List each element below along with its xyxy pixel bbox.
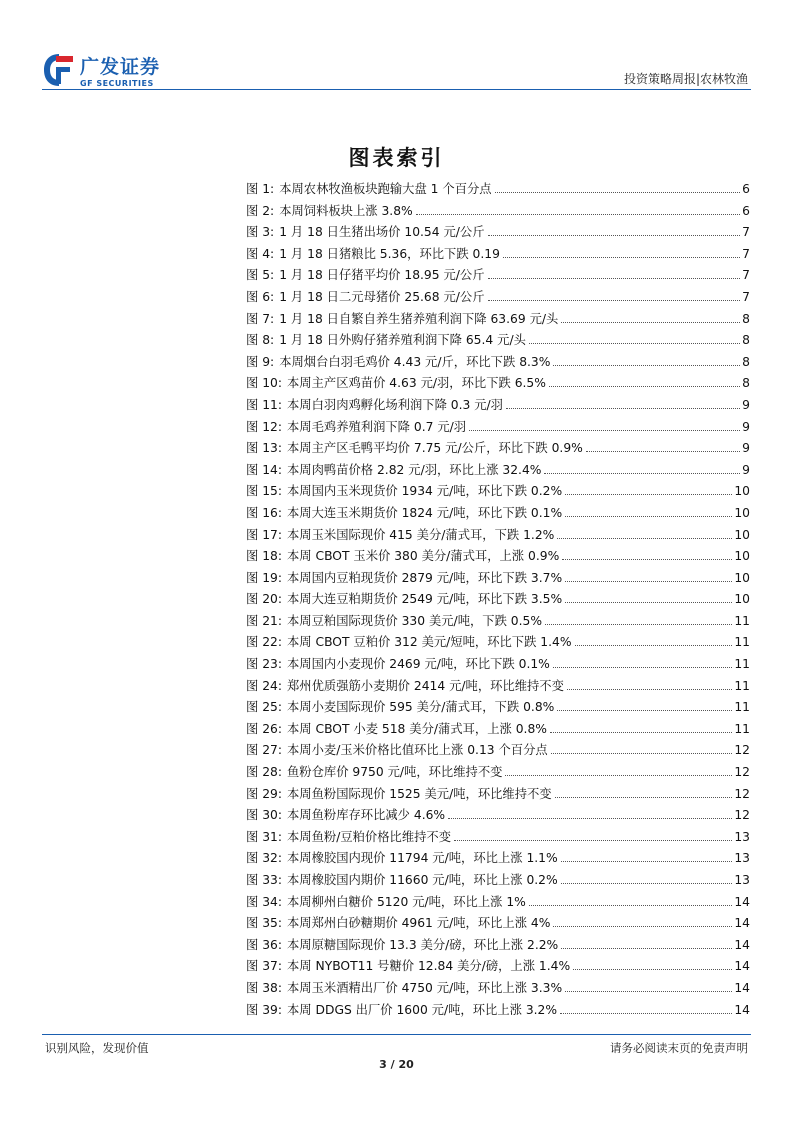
toc-entry-page: 11 (734, 700, 750, 715)
toc-entry-label: 图 28: (246, 765, 282, 780)
toc-entry[interactable] (246, 676, 750, 698)
figure-index-list (246, 179, 750, 1021)
gf-logo-icon (42, 50, 76, 90)
toc-leader-dots (575, 645, 733, 646)
toc-entry-label: 图 17: (246, 527, 282, 542)
toc-entry-page: 11 (734, 613, 750, 628)
toc-entry-label: 图 37: (246, 959, 282, 974)
toc-entry-page: 13 (734, 829, 750, 844)
toc-entry-page: 10 (734, 570, 750, 585)
toc-entry[interactable] (246, 438, 750, 460)
toc-entry-title: 本周白羽肉鸡孵化场利润下降 0.3 元/羽 (287, 397, 503, 412)
toc-entry-label: 图 9: (246, 354, 275, 369)
toc-leader-dots (448, 818, 732, 819)
toc-entry[interactable] (246, 654, 750, 676)
toc-leader-dots (565, 516, 732, 517)
toc-entry-title: 本周橡胶国内现价 11794 元/吨，环比上涨 1.1% (287, 851, 558, 866)
toc-entry-page: 12 (734, 765, 750, 780)
toc-leader-dots (506, 408, 740, 409)
toc-leader-dots (560, 1013, 732, 1014)
toc-entry-label: 图 30: (246, 808, 282, 823)
toc-entry-page: 10 (734, 549, 750, 564)
toc-entry-page: 6 (742, 203, 750, 218)
toc-leader-dots (488, 235, 741, 236)
toc-entry-page: 8 (742, 311, 750, 326)
toc-entry-page: 14 (734, 959, 750, 974)
toc-entry-label: 图 6: (246, 289, 275, 304)
toc-leader-dots (561, 948, 732, 949)
toc-leader-dots (551, 753, 733, 754)
toc-entry-label: 图 32: (246, 851, 282, 866)
toc-entry-title: 1 月 18 日外购仔猪养殖利润下降 65.4 元/头 (279, 333, 526, 348)
toc-leader-dots (565, 602, 732, 603)
toc-leader-dots (416, 214, 740, 215)
toc-leader-dots (586, 451, 740, 452)
toc-entry-title: 本周主产区鸡苗价 4.63 元/羽，环比下跌 6.5% (287, 376, 546, 391)
toc-entry[interactable] (246, 935, 750, 957)
toc-entry-title: 本周玉米国际现价 415 美分/蒲式耳，下跌 1.2% (287, 527, 555, 542)
toc-entry-title: 本周原糖国际现价 13.3 美分/磅，环比上涨 2.2% (287, 937, 559, 952)
toc-leader-dots (562, 559, 732, 560)
toc-leader-dots (529, 905, 733, 906)
toc-entry[interactable] (246, 265, 750, 287)
toc-entry-page: 14 (734, 1002, 750, 1017)
toc-entry-page: 10 (734, 527, 750, 542)
toc-entry-title: 本周橡胶国内期价 11660 元/吨，环比上涨 0.2% (287, 873, 558, 887)
toc-entry-page: 9 (742, 397, 750, 412)
toc-entry[interactable] (246, 848, 750, 870)
toc-leader-dots (561, 883, 733, 884)
toc-leader-dots (557, 538, 732, 539)
toc-entry[interactable] (246, 805, 750, 827)
toc-entry-label: 图 15: (246, 484, 282, 499)
toc-entry-title: 本周饲料板块上涨 3.8% (279, 203, 413, 218)
toc-entry-title: 本周 CBOT 玉米价 380 美分/蒲式耳，上涨 0.9% (287, 549, 560, 564)
toc-entry-page: 14 (734, 980, 750, 995)
toc-entry-title: 本周 CBOT 小麦 518 美分/蒲式耳，上涨 0.8% (287, 721, 547, 736)
toc-entry-label: 图 18: (246, 549, 282, 564)
toc-entry[interactable] (246, 870, 750, 892)
logo-chinese-name: 广发证券 (80, 56, 161, 78)
toc-entry-page: 11 (734, 678, 750, 693)
toc-entry-label: 图 3: (246, 225, 275, 240)
report-category: 投资策略周报|农林牧渔 (623, 72, 748, 86)
toc-entry-label: 图 36: (246, 937, 282, 952)
toc-entry-page: 11 (734, 657, 750, 672)
toc-entry-label: 图 31: (246, 829, 282, 844)
toc-entry-page: 7 (742, 225, 750, 240)
toc-entry-label: 图 7: (246, 311, 275, 326)
toc-entry-label: 图 25: (246, 700, 282, 715)
toc-entry[interactable] (246, 892, 750, 914)
toc-leader-dots (553, 667, 732, 668)
toc-entry-title: 1 月 18 日自繁自养生猪养殖利润下降 63.69 元/头 (279, 311, 559, 326)
toc-entry-title: 本周豆粕国际现货价 330 美元/吨，下跌 0.5% (287, 613, 543, 628)
toc-entry-label: 图 33: (246, 873, 282, 887)
toc-entry-label: 图 2: (246, 203, 275, 218)
toc-entry[interactable] (246, 222, 750, 244)
toc-entry-label: 图 22: (246, 635, 282, 650)
toc-entry[interactable] (246, 417, 750, 439)
toc-entry-page: 7 (742, 289, 750, 304)
toc-entry[interactable] (246, 784, 750, 806)
toc-entry-page: 7 (742, 268, 750, 283)
toc-entry-label: 图 13: (246, 441, 282, 456)
toc-entry-label: 图 38: (246, 980, 282, 995)
toc-entry-label: 图 23: (246, 657, 282, 672)
toc-entry-label: 图 16: (246, 505, 282, 520)
toc-entry[interactable] (246, 611, 750, 633)
toc-entry-label: 图 1: (246, 182, 275, 196)
toc-entry-title: 1 月 18 日仔猪平均价 18.95 元/公斤 (279, 268, 485, 283)
toc-leader-dots (488, 278, 741, 279)
toc-entry-label: 图 39: (246, 1002, 282, 1017)
toc-leader-dots (495, 192, 741, 193)
toc-entry[interactable] (246, 460, 750, 482)
toc-entry-label: 图 11: (246, 397, 282, 412)
toc-entry-title: 1 月 18 日猪粮比 5.36，环比下跌 0.19 (279, 246, 500, 261)
footer-disclaimer-note: 请务必阅读末页的免责声明 (610, 1041, 748, 1055)
toc-entry-page: 10 (734, 484, 750, 499)
toc-entry-label: 图 21: (246, 613, 282, 628)
toc-entry-title: 本周烟台白羽毛鸡价 4.43 元/斤，环比下跌 8.3% (279, 354, 551, 369)
toc-entry-page: 8 (742, 333, 750, 348)
toc-entry-title: 本周农林牧渔板块跑输大盘 1 个百分点 (279, 182, 492, 196)
toc-leader-dots (555, 797, 733, 798)
toc-entry[interactable] (246, 1000, 750, 1022)
toc-entry-label: 图 20: (246, 592, 282, 607)
toc-entry-title: 本周大连豆粕期货价 2549 元/吨，环比下跌 3.5% (287, 592, 563, 607)
toc-entry[interactable] (246, 330, 750, 352)
toc-entry[interactable] (246, 352, 750, 374)
toc-entry-page: 14 (734, 937, 750, 952)
toc-entry[interactable] (246, 978, 750, 1000)
toc-entry[interactable] (246, 179, 750, 201)
toc-leader-dots (561, 322, 740, 323)
toc-entry-page: 9 (742, 441, 750, 456)
toc-entry-title: 本周柳州白糖价 5120 元/吨，环比上涨 1% (287, 894, 526, 909)
toc-entry-label: 图 26: (246, 721, 282, 736)
toc-leader-dots (529, 343, 740, 344)
toc-leader-dots (565, 991, 732, 992)
toc-entry-title: 本周郑州白砂糖期价 4961 元/吨，环比上涨 4% (287, 916, 551, 931)
toc-leader-dots (550, 732, 732, 733)
toc-entry-page: 11 (734, 721, 750, 736)
toc-entry-label: 图 8: (246, 333, 275, 348)
toc-entry-title: 本周毛鸡养殖利润下降 0.7 元/羽 (287, 419, 467, 434)
toc-entry-title: 本周小麦/玉米价格比值环比上涨 0.13 个百分点 (287, 743, 548, 758)
toc-entry[interactable] (246, 740, 750, 762)
toc-entry-label: 图 14: (246, 462, 282, 477)
toc-entry-title: 本周小麦国际现价 595 美分/蒲式耳，下跌 0.8% (287, 700, 555, 715)
toc-entry[interactable] (246, 589, 750, 611)
toc-entry[interactable] (246, 481, 750, 503)
toc-entry-title: 本周肉鸭苗价格 2.82 元/羽，环比上涨 32.4% (287, 462, 542, 477)
page-number: 3 / 20 (379, 1058, 414, 1071)
toc-entry-page: 14 (734, 916, 750, 931)
toc-entry-title: 本周 NYBOT11 号糖价 12.84 美分/磅，上涨 1.4% (287, 959, 571, 974)
toc-entry-title: 本周国内玉米现货价 1934 元/吨，环比下跌 0.2% (287, 484, 563, 499)
toc-entry[interactable] (246, 395, 750, 417)
toc-entry[interactable] (246, 913, 750, 935)
toc-entry[interactable] (246, 503, 750, 525)
toc-entry[interactable] (246, 287, 750, 309)
toc-entry-label: 图 24: (246, 678, 282, 693)
toc-leader-dots (561, 861, 733, 862)
toc-entry-title: 本周主产区毛鸭平均价 7.75 元/公斤，环比下跌 0.9% (287, 441, 583, 456)
toc-leader-dots (505, 775, 732, 776)
toc-entry[interactable] (246, 546, 750, 568)
toc-entry-title: 本周鱼粉国际现价 1525 美元/吨，环比维持不变 (287, 786, 552, 801)
toc-leader-dots (545, 624, 732, 625)
toc-entry[interactable] (246, 309, 750, 331)
toc-entry-label: 图 5: (246, 268, 275, 283)
toc-leader-dots (454, 840, 732, 841)
header-divider (42, 89, 751, 90)
toc-entry[interactable] (246, 827, 750, 849)
toc-entry-title: 郑州优质强筋小麦期价 2414 元/吨，环比维持不变 (287, 678, 564, 693)
toc-entry[interactable] (246, 762, 750, 784)
toc-entry-label: 图 19: (246, 570, 282, 585)
toc-entry-page: 12 (734, 743, 750, 758)
toc-entry[interactable] (246, 568, 750, 590)
toc-leader-dots (544, 473, 740, 474)
toc-entry-title: 本周 CBOT 豆粕价 312 美元/短吨，环比下跌 1.4% (287, 635, 572, 650)
toc-entry-page: 10 (734, 505, 750, 520)
page-title: 图表索引 (348, 146, 445, 170)
toc-leader-dots (553, 365, 740, 366)
toc-entry-title: 1 月 18 日生猪出场价 10.54 元/公斤 (279, 225, 485, 240)
toc-entry-page: 9 (742, 419, 750, 434)
toc-entry-title: 1 月 18 日二元母猪价 25.68 元/公斤 (279, 289, 485, 304)
toc-leader-dots (573, 969, 732, 970)
toc-entry-title: 本周 DDGS 出厂价 1600 元/吨，环比上涨 3.2% (287, 1002, 558, 1017)
toc-leader-dots (488, 300, 741, 301)
toc-entry-label: 图 10: (246, 376, 282, 391)
toc-entry-page: 11 (734, 635, 750, 650)
toc-entry[interactable] (246, 525, 750, 547)
toc-entry-title: 本周国内小麦现价 2469 元/吨，环比下跌 0.1% (287, 657, 550, 672)
toc-entry-title: 本周国内豆粕现货价 2879 元/吨，环比下跌 3.7% (287, 570, 563, 585)
toc-entry-title: 本周大连玉米期货价 1824 元/吨，环比下跌 0.1% (287, 505, 563, 520)
toc-entry-page: 13 (734, 873, 750, 887)
footer-divider (42, 1034, 751, 1035)
toc-entry[interactable] (246, 632, 750, 654)
toc-leader-dots (567, 689, 732, 690)
toc-entry-page: 12 (734, 786, 750, 801)
toc-entry-title: 本周鱼粉/豆粕价格比维持不变 (287, 829, 452, 844)
toc-entry[interactable] (246, 244, 750, 266)
toc-leader-dots (549, 386, 740, 387)
toc-entry-page: 12 (734, 808, 750, 823)
toc-entry-page: 14 (734, 894, 750, 909)
toc-entry-label: 图 35: (246, 916, 282, 931)
toc-entry[interactable] (246, 201, 750, 223)
toc-entry-label: 图 27: (246, 743, 282, 758)
toc-entry[interactable] (246, 719, 750, 741)
toc-entry-label: 图 29: (246, 786, 282, 801)
logo-english-name: GF SECURITIES (80, 79, 154, 88)
toc-entry-page: 13 (734, 851, 750, 866)
toc-entry-label: 图 4: (246, 246, 275, 261)
company-logo (42, 50, 182, 94)
toc-entry[interactable] (246, 956, 750, 978)
footer-slogan: 识别风险，发现价值 (45, 1041, 149, 1055)
toc-entry-title: 本周玉米酒精出厂价 4750 元/吨，环比上涨 3.3% (287, 980, 563, 995)
toc-entry-title: 鱼粉仓库价 9750 元/吨，环比维持不变 (287, 765, 503, 780)
toc-entry-page: 8 (742, 376, 750, 391)
toc-entry-page: 7 (742, 246, 750, 261)
toc-leader-dots (565, 581, 732, 582)
toc-entry[interactable] (246, 697, 750, 719)
toc-entry-page: 9 (742, 462, 750, 477)
toc-entry-page: 8 (742, 354, 750, 369)
toc-leader-dots (469, 430, 740, 431)
toc-leader-dots (553, 926, 732, 927)
toc-leader-dots (557, 710, 732, 711)
toc-leader-dots (503, 257, 740, 258)
toc-entry[interactable] (246, 373, 750, 395)
toc-entry-label: 图 12: (246, 419, 282, 434)
toc-entry-title: 本周鱼粉库存环比减少 4.6% (287, 808, 446, 823)
toc-leader-dots (565, 494, 732, 495)
toc-entry-label: 图 34: (246, 894, 282, 909)
toc-entry-page: 10 (734, 592, 750, 607)
toc-entry-page: 6 (742, 182, 750, 196)
